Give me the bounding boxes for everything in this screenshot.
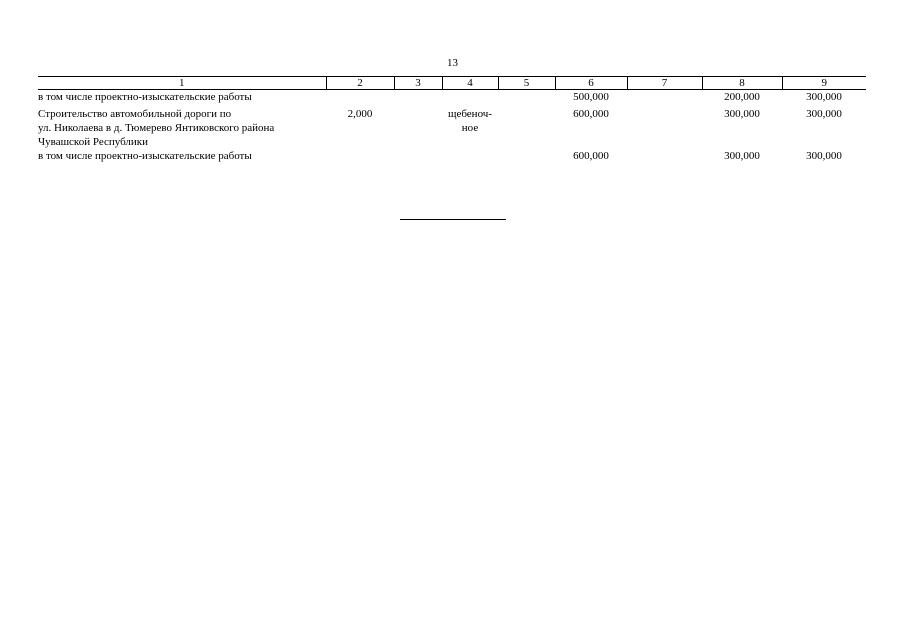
row-2-col-4-line-1: щебеноч- (448, 108, 492, 120)
header-col-3: 3 (394, 77, 442, 90)
header-col-5: 5 (498, 77, 555, 90)
row-3-col-9: 300,000 (806, 150, 842, 162)
header-row (38, 77, 866, 90)
header-col-9: 9 (782, 77, 866, 90)
table-row (38, 149, 866, 163)
row-2-col-4-line-2: ное (461, 122, 479, 134)
row-3-col-5 (498, 149, 555, 163)
row-1-col-3 (394, 90, 442, 108)
row-1-col-4 (442, 90, 498, 108)
header-col-7: 7 (627, 77, 702, 90)
table-row (38, 107, 866, 149)
row-2-description (38, 107, 326, 149)
header-col-6: 6 (555, 77, 627, 90)
row-3-col-7 (627, 149, 702, 163)
page-number: 13 (447, 57, 458, 69)
row-3-description: в том числе проектно-изыскательские работы (38, 150, 252, 162)
header-col-8: 8 (702, 77, 782, 90)
row-1-col-9: 300,000 (806, 91, 842, 103)
row-2-col-7 (627, 107, 702, 149)
row-1-description: в том числе проектно-изыскательские работы (38, 91, 252, 103)
row-2-col-2: 2,000 (347, 108, 373, 120)
row-3-col-4 (442, 149, 498, 163)
row-2-col-4 (442, 107, 498, 149)
row-2-col-3 (394, 107, 442, 149)
row-1-col-7 (627, 90, 702, 108)
row-1-col-2 (326, 90, 394, 108)
table-body (38, 90, 866, 164)
row-3-col-8: 300,000 (724, 150, 760, 162)
table-row (38, 90, 866, 108)
row-1-col-8: 200,000 (724, 91, 760, 103)
row-2-col-9: 300,000 (806, 108, 842, 120)
header-col-4: 4 (442, 77, 498, 90)
row-2-description-line-3: Чувашской Республики (38, 136, 149, 148)
header-col-2: 2 (326, 77, 394, 90)
header-col-1: 1 (38, 77, 326, 90)
row-3-col-6: 600,000 (573, 150, 609, 162)
row-2-col-6: 600,000 (573, 108, 609, 120)
end-of-table-rule (400, 219, 506, 220)
table-header (38, 77, 866, 90)
row-2-description-line-1: Строительство автомобильной дороги по (38, 108, 232, 120)
row-2-description-line-2: ул. Николаева в д. Тюмерево Янтиковского района (38, 122, 275, 134)
data-table (38, 76, 866, 163)
row-1-col-5 (498, 90, 555, 108)
row-3-col-3 (394, 149, 442, 163)
row-2-col-5 (498, 107, 555, 149)
row-1-col-6: 500,000 (573, 91, 609, 103)
row-2-col-8: 300,000 (724, 108, 760, 120)
row-3-col-2 (326, 149, 394, 163)
